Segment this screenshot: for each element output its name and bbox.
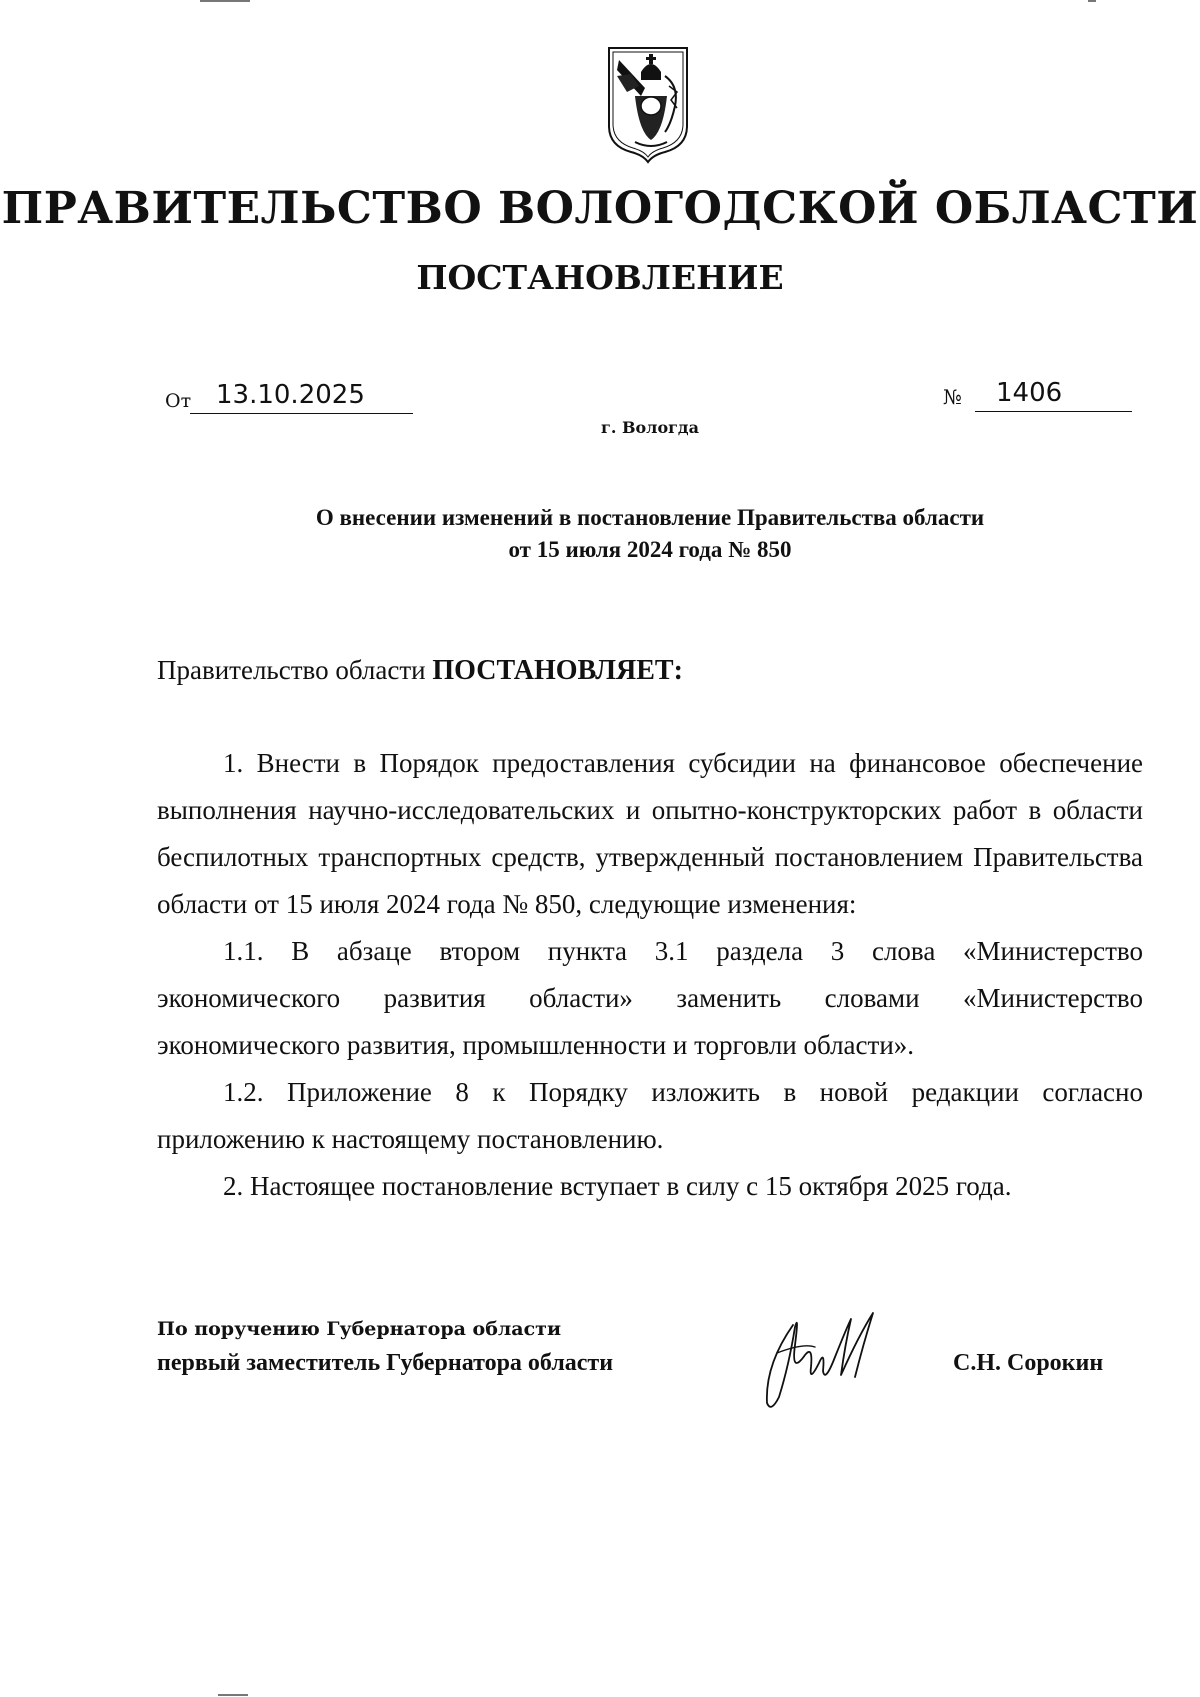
subject-line-1: О внесении изменений в постановление Правительства области	[315, 505, 985, 530]
preamble-bold: ПОСТАНОВЛЯЕТ:	[432, 655, 683, 686]
document-number: 1406	[996, 378, 1063, 408]
date-prefix: От	[165, 390, 192, 412]
preamble	[157, 647, 683, 694]
city: г. Вологда	[601, 418, 699, 437]
signatory-authority: По поручению Губернатора области	[157, 1318, 562, 1340]
scan-mark-top-right	[1088, 0, 1096, 2]
signer-name: С.Н. Сорокин	[953, 1350, 1104, 1376]
subject-line-2: от 15 июля 2024 года № 850	[508, 537, 792, 562]
signatory-position: первый заместитель Губернатора области	[157, 1350, 614, 1376]
scan-mark-top	[200, 0, 250, 2]
paragraph-1-2: 1.2. Приложение 8 к Порядку изложить в новой редакции согласно приложению к настоящему постановлению.	[157, 1077, 1143, 1154]
handwritten-signature-icon	[755, 1305, 905, 1415]
paragraph-1: 1. Внести в Порядок предоставления субсидии на финансовое обеспечение выполнения научно-исследовательских и опытно-конструкторских работ в области беспилотных транспортных средств, утвержденный постановлением Правительства области от 15 июля 2024 года № 850, следующие изменения:	[157, 748, 1143, 919]
coat-of-arms-icon	[605, 46, 691, 164]
paragraph-1-1: 1.1. В абзаце втором пункта 3.1 раздела 3 слова «Министерство экономического развития области» заменить словами «Министерство экономического развития, промышленности и торговли области».	[157, 936, 1143, 1060]
number-underline	[975, 411, 1132, 412]
number-sign: №	[943, 385, 962, 409]
document-type: ПОСТАНОВЛЕНИЕ	[416, 258, 784, 297]
organization-title: ПРАВИТЕЛЬСТВО ВОЛОГОДСКОЙ ОБЛАСТИ	[1, 183, 1199, 234]
paragraph-2: 2. Настоящее постановление вступает в силу с 15 октября 2025 года.	[223, 1171, 1012, 1201]
document-date: 13.10.2025	[216, 380, 365, 410]
scan-mark-bottom	[218, 1694, 248, 1696]
preamble-text: Правительство области	[157, 655, 433, 685]
date-underline	[190, 413, 413, 414]
